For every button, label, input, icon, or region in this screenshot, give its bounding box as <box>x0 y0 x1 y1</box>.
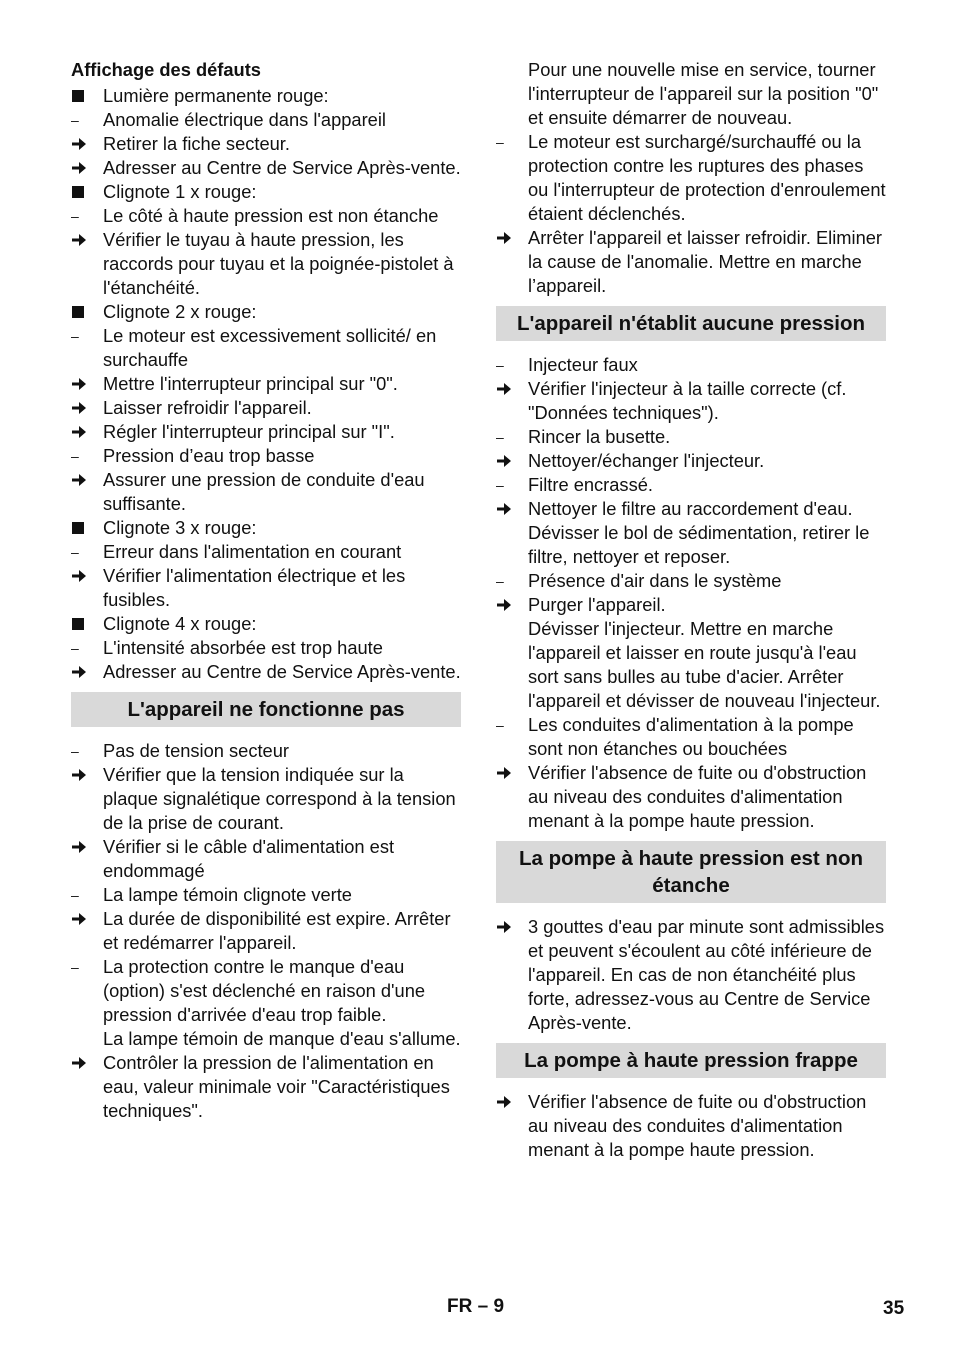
list-item <box>496 569 886 593</box>
item-text: La protection contre le manque d'eau (option) s'est déclenché en raison d'une pression d'arrivée d'eau trop faible. <box>103 956 426 1025</box>
list-item <box>71 660 461 684</box>
arrow-bullet-icon <box>71 660 95 686</box>
list-item <box>496 473 886 497</box>
list-item <box>71 204 461 228</box>
arrow-bullet-icon <box>496 1090 520 1116</box>
note-paragraph <box>496 58 886 130</box>
item-text: Vérifier le tuyau à haute pression, les raccords pour tuyau et la poignée-pistolet à l'étanchéité. <box>103 229 454 298</box>
list-item <box>71 636 461 660</box>
list-item <box>496 377 886 425</box>
list-item <box>496 713 886 761</box>
item-text: La lampe témoin de manque d'eau s'allume. <box>103 1028 461 1049</box>
item-text: Dévisser l'injecteur. Mettre en marche l'appareil et laisser en route jusqu'à l'eau sort sans bulles au tube d'acier. Arrêter l'appareil et dévisser de nouveau l'injecteur. <box>528 618 881 711</box>
item-text: Nettoyer/échanger l'injecteur. <box>528 450 765 471</box>
section-heading: Affichage des défauts <box>71 59 261 80</box>
note-paragraph <box>71 1027 461 1051</box>
item-text: Le côté à haute pression est non étanche <box>103 205 439 226</box>
dash-bullet-icon: – <box>496 573 504 589</box>
arrow-bullet-icon <box>496 915 520 941</box>
list-item <box>71 907 461 955</box>
arrow-bullet-icon <box>496 593 520 619</box>
list-item <box>496 915 886 1035</box>
dash-bullet-icon: – <box>71 448 79 464</box>
item-text: Le moteur est excessivement sollicité/ en surchauffe <box>103 325 437 370</box>
item-text: Mettre l'interrupteur principal sur "0". <box>103 373 398 394</box>
item-text: Injecteur faux <box>528 354 638 375</box>
arrow-bullet-icon <box>71 835 95 861</box>
section-banner: L'appareil n'établit aucune pression <box>496 306 886 341</box>
square-bullet-icon <box>71 180 95 204</box>
item-text: Clignote 4 x rouge: <box>103 613 257 634</box>
list-item <box>71 612 461 636</box>
item-text: Lumière permanente rouge: <box>103 85 329 106</box>
item-text: Dévisser le bol de sédimentation, retirer le filtre, nettoyer et reposer. <box>528 522 870 567</box>
item-text: Rincer la busette. <box>528 426 671 447</box>
arrow-bullet-icon <box>71 156 95 182</box>
item-text: Anomalie électrique dans l'appareil <box>103 109 386 130</box>
arrow-bullet-icon <box>71 763 95 789</box>
list-item <box>71 444 461 468</box>
arrow-bullet-icon <box>71 420 95 446</box>
list-item <box>496 226 886 298</box>
item-text: Arrêter l'appareil et laisser refroidir. Eliminer la cause de l'anomalie. Mettre en marche l’appareil. <box>528 227 883 296</box>
dash-bullet-icon: – <box>71 112 79 128</box>
dash-bullet-icon: – <box>71 887 79 903</box>
right-column <box>496 58 886 1162</box>
dash-bullet-icon: – <box>496 477 504 493</box>
arrow-bullet-icon <box>496 497 520 523</box>
page-number: 35 <box>883 1298 905 1319</box>
item-text: Pour une nouvelle mise en service, tourner l'interrupteur de l'appareil sur la position "0" et ensuite démarrer de nouveau. <box>528 59 879 128</box>
square-bullet-icon <box>71 612 95 636</box>
list-item <box>71 132 461 156</box>
list-item <box>71 540 461 564</box>
list-item <box>496 130 886 226</box>
list-item <box>71 84 461 108</box>
arrow-bullet-icon <box>496 761 520 787</box>
list-item <box>71 180 461 204</box>
item-text: Présence d'air dans le système <box>528 570 782 591</box>
arrow-bullet-icon <box>71 564 95 590</box>
list-item <box>71 1051 461 1123</box>
list-item <box>71 108 461 132</box>
item-text: Vérifier que la tension indiquée sur la plaque signalétique correspond à la tension de la prise de courant. <box>103 764 456 833</box>
item-text: Clignote 3 x rouge: <box>103 517 257 538</box>
item-text: Clignote 1 x rouge: <box>103 181 257 202</box>
list-item <box>71 883 461 907</box>
item-text: Adresser au Centre de Service Après-vente. <box>103 661 461 682</box>
section-banner: L'appareil ne fonctionne pas <box>71 692 461 727</box>
item-text: La lampe témoin clignote verte <box>103 884 352 905</box>
item-text: La durée de disponibilité est expire. Arrêter et redémarrer l'appareil. <box>103 908 451 953</box>
footer-section-label: FR – 9 <box>447 1296 505 1317</box>
arrow-bullet-icon <box>496 377 520 403</box>
arrow-bullet-icon <box>71 228 95 254</box>
list-item <box>71 835 461 883</box>
item-text: Laisser refroidir l'appareil. <box>103 397 312 418</box>
list-item <box>496 1090 886 1162</box>
arrow-bullet-icon <box>71 1051 95 1077</box>
item-text: Pression d’eau trop basse <box>103 445 315 466</box>
item-text: Les conduites d'alimentation à la pompe sont non étanches ou bouchées <box>528 714 854 759</box>
item-text: Adresser au Centre de Service Après-vente. <box>103 157 461 178</box>
item-text: Vérifier l'alimentation électrique et les fusibles. <box>103 565 406 610</box>
dash-bullet-icon: – <box>496 357 504 373</box>
item-text: Vérifier l'absence de fuite ou d'obstruction au niveau des conduites d'alimentation menant à la pompe haute pression. <box>528 1091 867 1160</box>
dash-bullet-icon: – <box>71 743 79 759</box>
item-text: Filtre encrassé. <box>528 474 653 495</box>
square-bullet-icon <box>71 300 95 324</box>
item-text: Vérifier si le câble d'alimentation est endommagé <box>103 836 395 881</box>
item-text: Assurer une pression de conduite d'eau suffisante. <box>103 469 425 514</box>
list-item <box>496 761 886 833</box>
dash-bullet-icon: – <box>71 959 79 975</box>
section-banner: La pompe à haute pression est non étanche <box>496 841 886 903</box>
dash-bullet-icon: – <box>496 134 504 150</box>
list-item <box>71 228 461 300</box>
item-text: Régler l'interrupteur principal sur "I". <box>103 421 395 442</box>
list-item <box>71 300 461 324</box>
section-banner: La pompe à haute pression frappe <box>496 1043 886 1078</box>
list-item <box>71 763 461 835</box>
note-paragraph <box>496 521 886 569</box>
list-item <box>496 425 886 449</box>
arrow-bullet-icon <box>71 132 95 158</box>
list-item <box>496 449 886 473</box>
arrow-bullet-icon <box>496 226 520 252</box>
note-paragraph <box>496 617 886 713</box>
item-text: Contrôler la pression de l'alimentation en eau, valeur minimale voir "Caractéristiques techniques". <box>103 1052 450 1121</box>
list-item <box>71 420 461 444</box>
item-text: Vérifier l'injecteur à la taille correcte (cf. "Données techniques"). <box>528 378 847 423</box>
arrow-bullet-icon <box>71 907 95 933</box>
item-text: Vérifier l'absence de fuite ou d'obstruction au niveau des conduites d'alimentation menant à la pompe haute pression. <box>528 762 867 831</box>
dash-bullet-icon: – <box>71 640 79 656</box>
item-text: Pas de tension secteur <box>103 740 289 761</box>
arrow-bullet-icon <box>71 396 95 422</box>
list-item <box>71 324 461 372</box>
item-text: Erreur dans l'alimentation en courant <box>103 541 402 562</box>
square-bullet-icon <box>71 516 95 540</box>
list-item <box>71 564 461 612</box>
left-column <box>71 58 461 1123</box>
list-item <box>496 497 886 521</box>
item-text: 3 gouttes d'eau par minute sont admissibles et peuvent s'écoulent au côté inférieure de l'appareil. En cas de non étanchéité plus forte, adressez-vous au Centre de Service Après-vente. <box>528 916 885 1033</box>
dash-bullet-icon: – <box>71 328 79 344</box>
list-item <box>71 396 461 420</box>
arrow-bullet-icon <box>496 449 520 475</box>
list-item <box>71 955 461 1027</box>
list-item <box>71 372 461 396</box>
dash-bullet-icon: – <box>496 717 504 733</box>
list-item <box>71 739 461 763</box>
arrow-bullet-icon <box>71 468 95 494</box>
list-item <box>496 593 886 617</box>
item-text: Retirer la fiche secteur. <box>103 133 290 154</box>
list-item <box>71 516 461 540</box>
list-item <box>71 468 461 516</box>
square-bullet-icon <box>71 84 95 108</box>
item-text: L'intensité absorbée est trop haute <box>103 637 383 658</box>
list-item <box>496 353 886 377</box>
item-text: Clignote 2 x rouge: <box>103 301 257 322</box>
dash-bullet-icon: – <box>71 544 79 560</box>
item-text: Le moteur est surchargé/surchauffé ou la protection contre les ruptures des phases ou l'interrupteur de protection d'enroulement étaient déclenchés. <box>528 131 886 224</box>
item-text: Purger l'appareil. <box>528 594 666 615</box>
dash-bullet-icon: – <box>496 429 504 445</box>
item-text: Nettoyer le filtre au raccordement d'eau. <box>528 498 853 519</box>
list-item <box>71 156 461 180</box>
dash-bullet-icon: – <box>71 208 79 224</box>
arrow-bullet-icon <box>71 372 95 398</box>
